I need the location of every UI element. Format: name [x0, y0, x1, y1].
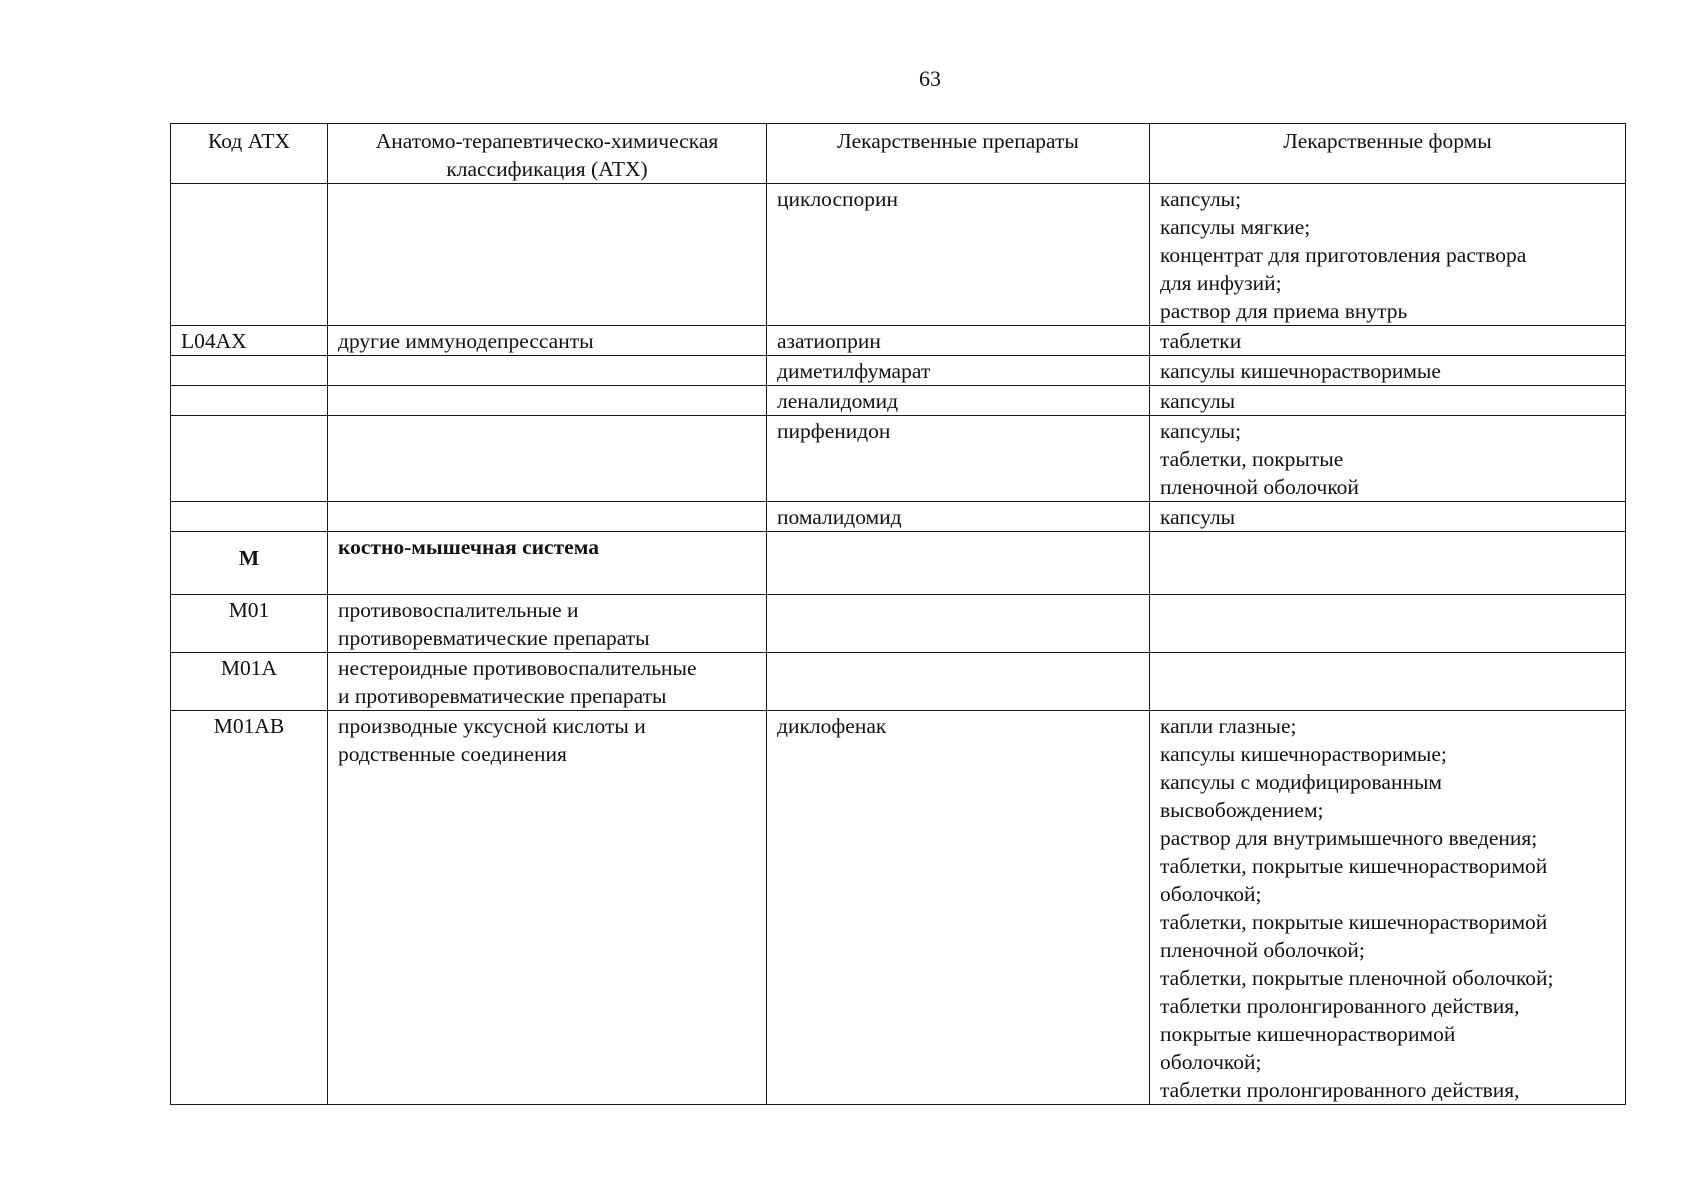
- cell-classification: [328, 356, 767, 386]
- cell-classification: костно-мышечная система: [328, 532, 767, 595]
- classification-line: противовоспалительные и: [338, 598, 579, 622]
- cell-forms: [1150, 386, 1626, 416]
- cell-classification: [328, 653, 767, 711]
- form-line: капсулы;: [1160, 187, 1242, 211]
- cell-forms: [1150, 326, 1626, 356]
- cell-drug: [767, 653, 1150, 711]
- cell-classification: [328, 711, 767, 1105]
- form-line: для инфузий;: [1160, 271, 1282, 295]
- cell-code: [171, 386, 328, 416]
- cell-code: L04AX: [171, 326, 328, 356]
- form-line: таблетки пролонгированного действия,: [1160, 994, 1520, 1018]
- cell-drug: диклофенак: [767, 711, 1150, 1105]
- cell-code: [171, 356, 328, 386]
- table-row: [171, 386, 1626, 416]
- form-line: капсулы: [1160, 389, 1236, 413]
- table-row: [171, 711, 1626, 1105]
- cell-drug: циклоспорин: [767, 184, 1150, 326]
- cell-classification: другие иммунодепрессанты: [328, 326, 767, 356]
- form-line: капсулы: [1160, 505, 1236, 529]
- form-line: раствор для приема внутрь: [1160, 299, 1408, 323]
- cell-forms: [1150, 711, 1626, 1105]
- form-line: таблетки пролонгированного действия,: [1160, 1078, 1520, 1102]
- form-line: капли глазные;: [1160, 714, 1297, 738]
- atx-table: [170, 123, 1626, 1105]
- cell-classification: [328, 595, 767, 653]
- form-line: таблетки, покрытые пленочной оболочкой;: [1160, 966, 1554, 990]
- form-line: пленочной оболочкой;: [1160, 938, 1365, 962]
- cell-code: M01AB: [171, 711, 328, 1105]
- table-row: [171, 326, 1626, 356]
- table-body: [171, 184, 1626, 1105]
- classification-line: нестероидные противовоспалительные: [338, 656, 697, 680]
- cell-drug: пирфенидон: [767, 416, 1150, 502]
- form-line: капсулы кишечнорастворимые: [1160, 359, 1441, 383]
- form-line: таблетки, покрытые кишечнорастворимой: [1160, 854, 1548, 878]
- classification-line: производные уксусной кислоты и: [338, 714, 646, 738]
- form-line: высвобождением;: [1160, 798, 1324, 822]
- cell-drug: [767, 595, 1150, 653]
- form-line: концентрат для приготовления раствора: [1160, 243, 1527, 267]
- table-row-section: [171, 532, 1626, 595]
- classification-line: и противоревматические препараты: [338, 684, 667, 708]
- cell-drug: леналидомид: [767, 386, 1150, 416]
- table-row: [171, 653, 1626, 711]
- classification-line: родственные соединения: [338, 742, 567, 766]
- cell-code: M01: [171, 595, 328, 653]
- classification-line: противоревматические препараты: [338, 626, 650, 650]
- cell-forms: [1150, 416, 1626, 502]
- form-line: капсулы с модифицированным: [1160, 770, 1443, 794]
- cell-forms: [1150, 356, 1626, 386]
- cell-code: M: [171, 532, 328, 595]
- form-line: пленочной оболочкой: [1160, 475, 1359, 499]
- table-row: [171, 356, 1626, 386]
- cell-forms: [1150, 595, 1626, 653]
- header-classification: Анатомо-терапевтическо-химическая классификация (АТХ): [328, 124, 767, 184]
- table-header: [171, 124, 1626, 184]
- cell-classification: [328, 386, 767, 416]
- cell-forms: [1150, 502, 1626, 532]
- table-row: [171, 595, 1626, 653]
- cell-classification: [328, 416, 767, 502]
- form-line: покрытые кишечнорастворимой: [1160, 1022, 1456, 1046]
- cell-code: [171, 416, 328, 502]
- form-line: капсулы мягкие;: [1160, 215, 1311, 239]
- header-code: Код АТХ: [171, 124, 328, 184]
- form-line: таблетки: [1160, 329, 1242, 353]
- cell-forms: [1150, 184, 1626, 326]
- header-forms: Лекарственные формы: [1150, 124, 1626, 184]
- cell-drug: помалидомид: [767, 502, 1150, 532]
- cell-forms: [1150, 532, 1626, 595]
- header-drugs: Лекарственные препараты: [767, 124, 1150, 184]
- cell-forms: [1150, 653, 1626, 711]
- form-line: оболочкой;: [1160, 1050, 1262, 1074]
- header-row: [171, 124, 1626, 184]
- table-row: [171, 502, 1626, 532]
- table-row: [171, 416, 1626, 502]
- page-number: 63: [919, 66, 941, 91]
- form-line: капсулы кишечнорастворимые;: [1160, 742, 1447, 766]
- cell-code: [171, 502, 328, 532]
- cell-drug: азатиоприн: [767, 326, 1150, 356]
- cell-drug: диметилфумарат: [767, 356, 1150, 386]
- form-line: таблетки, покрытые: [1160, 447, 1344, 471]
- form-line: раствор для внутримышечного введения;: [1160, 826, 1538, 850]
- cell-code: [171, 184, 328, 326]
- form-line: капсулы;: [1160, 419, 1242, 443]
- cell-code: M01A: [171, 653, 328, 711]
- table-row: [171, 184, 1626, 326]
- cell-classification: [328, 502, 767, 532]
- cell-classification: [328, 184, 767, 326]
- form-line: оболочкой;: [1160, 882, 1262, 906]
- form-line: таблетки, покрытые кишечнорастворимой: [1160, 910, 1548, 934]
- cell-drug: [767, 532, 1150, 595]
